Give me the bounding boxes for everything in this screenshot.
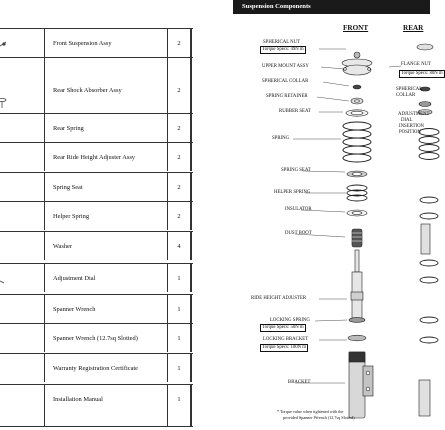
- part-name: Rear Ride Height Adjuster Assy: [53, 154, 136, 161]
- part-qty: 2: [177, 184, 181, 191]
- part-qty: 1: [177, 365, 181, 372]
- leader-lines: [293, 49, 401, 383]
- label-spring-seat: SPRING SEAT: [281, 168, 311, 173]
- part-name: Helper Spring: [53, 213, 90, 220]
- part-image-cell: [0, 114, 45, 142]
- part-image-cell: [0, 143, 45, 171]
- label-spring-retainer: SPRING RETAINER: [266, 94, 308, 99]
- torque-spec-spherical-nut: Torque Specs: 49N m: [262, 47, 304, 52]
- label-position: POSITION: [399, 130, 421, 135]
- part-qty: 2: [177, 154, 181, 161]
- label-locking-bracket: LOCKING BRACKET: [263, 337, 309, 342]
- table-row: [0, 263, 193, 292]
- part-name: Spring Seat: [53, 184, 83, 191]
- locking-spring-icon: [349, 318, 365, 323]
- table-row: [0, 231, 193, 260]
- part-qty: 1: [177, 306, 181, 313]
- parts-list-page: [0, 0, 196, 430]
- part-qty: 4: [177, 243, 181, 250]
- rear-heading: REAR: [403, 24, 424, 32]
- table-row: [0, 294, 193, 323]
- label-insulator: INSULATOR: [285, 207, 312, 212]
- rear-upper-mount-icon: [417, 44, 433, 115]
- torque-spec-locking-spring: Torque Specs: 50N m: [262, 325, 304, 330]
- part-image-cell: [0, 385, 45, 426]
- torque-spec-locking-bracket: Torque Specs: 100N m: [262, 345, 307, 350]
- part-image-cell: [0, 264, 45, 292]
- label-rear-spherical: SPHERICAL: [396, 87, 423, 92]
- table-row: [0, 113, 193, 142]
- helper-spring-icon: [347, 185, 367, 201]
- insulator-icon: [347, 210, 367, 216]
- part-qty: 1: [177, 275, 181, 282]
- part-image-cell: [0, 232, 45, 260]
- label-flange-nut: FLANGE NUT: [401, 62, 431, 67]
- suspension-diagram-page: [233, 0, 443, 430]
- table-row: [0, 323, 193, 352]
- part-image-cell: [0, 354, 45, 382]
- table-row: [0, 172, 193, 201]
- label-upper-mount-assy: UPPER MOUNT ASSY: [262, 64, 309, 69]
- part-qty: 2: [177, 40, 181, 47]
- label-helper-spring: HELPER SPRING: [274, 190, 311, 195]
- rubber-seat-icon: [346, 110, 368, 116]
- torque-footnote-line1: * Torque value when tightened with the: [277, 409, 344, 414]
- front-heading: FRONT: [343, 24, 369, 32]
- dust-boot-icon: [352, 229, 362, 247]
- part-name: Rear Shock Absorber Assy: [53, 87, 122, 94]
- part-qty: 1: [177, 335, 181, 342]
- table-row: [0, 28, 193, 57]
- shock-shaft-icon: [351, 250, 363, 318]
- bracket-icon: [349, 352, 373, 418]
- label-bracket: BRACKET: [288, 380, 311, 385]
- label-rear-collar: COLLAR: [396, 93, 416, 98]
- table-row: [0, 142, 193, 171]
- label-spring: SPRING: [272, 136, 290, 141]
- part-qty: 2: [177, 213, 181, 220]
- label-rubber-seat: RUBBER SEAT: [279, 109, 311, 114]
- table-row: [0, 353, 193, 382]
- part-image-cell: [0, 29, 45, 57]
- spherical-collar-icon: [353, 85, 361, 89]
- spring-seat-icon: [347, 171, 367, 177]
- section-title: Suspension Components: [242, 3, 311, 10]
- part-name: Rear Spring: [53, 125, 84, 132]
- spring-retainer-icon: [351, 98, 363, 104]
- part-name: Front Suspension Assy: [53, 40, 112, 47]
- part-image-cell: [0, 324, 45, 352]
- part-qty: 1: [177, 396, 181, 403]
- part-name: Washer: [53, 243, 73, 250]
- part-name: Spanner Wrench (12.7sq Slotted): [53, 335, 138, 342]
- label-adjustment: ADJUSTMENT: [398, 112, 430, 117]
- part-qty: 2: [177, 125, 181, 132]
- label-dial: DIAL: [401, 118, 413, 123]
- torque-footnote-line2: provided Spanner Wrench (12.7sq Slotted): [283, 415, 355, 420]
- torque-spec-flange-nut: Torque Specs: 80N m: [401, 71, 443, 76]
- table-row: [0, 201, 193, 230]
- label-locking-spring: LOCKING SPRING: [270, 318, 310, 323]
- label-spherical-nut: SPHERICAL NUT: [263, 40, 301, 45]
- label-spherical-collar: SPHERICAL COLLAR: [262, 79, 309, 84]
- rear-shock-body-icon: [419, 224, 430, 416]
- part-qty: 2: [177, 87, 181, 94]
- main-spring-icon: [343, 122, 371, 162]
- table-row: [0, 384, 193, 426]
- part-image-cell: [0, 295, 45, 323]
- locking-bracket-icon: [348, 335, 366, 341]
- part-name: Installation Manual: [53, 396, 103, 403]
- label-ride-height-adjuster: RIDE HEIGHT ADJUSTER: [251, 296, 307, 301]
- part-image-cell: [0, 202, 45, 230]
- label-insertion: INSERTION: [399, 124, 425, 129]
- part-name: Warranty Registration Certificate: [53, 365, 139, 372]
- part-name: Spanner Wrench: [53, 306, 96, 313]
- label-dust-boot: DUST BOOT: [285, 231, 312, 236]
- part-name: Adjustment Dial: [53, 275, 96, 282]
- part-image-cell: [0, 173, 45, 201]
- upper-mount-icon: [342, 52, 372, 75]
